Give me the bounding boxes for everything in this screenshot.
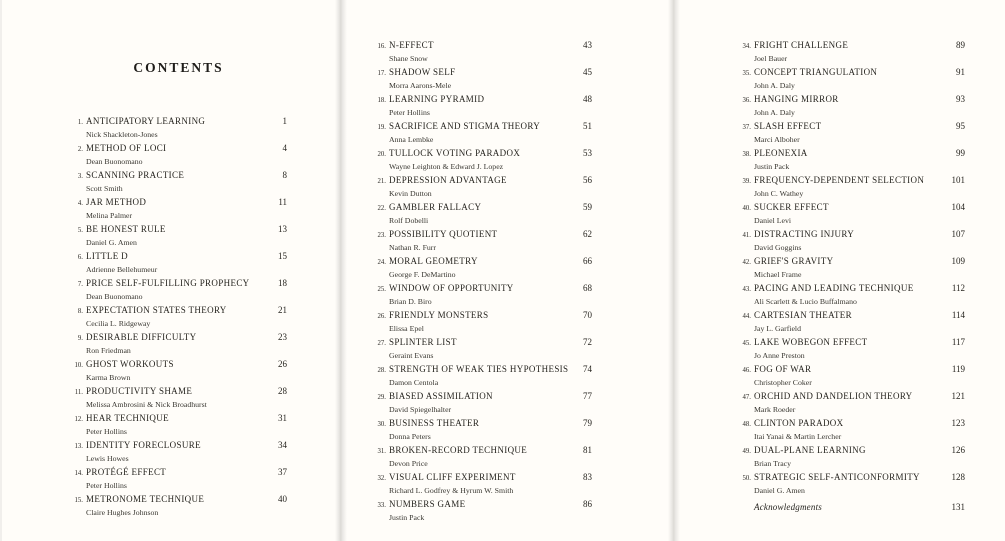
toc-entry[interactable] <box>373 283 592 306</box>
toc-entry[interactable] <box>373 67 592 90</box>
toc-entry[interactable] <box>70 332 287 355</box>
chapter-author: Damon Centola <box>389 378 439 387</box>
toc-list-left <box>70 116 287 517</box>
chapter-page-number: 101 <box>951 175 965 185</box>
toc-entry[interactable] <box>738 364 965 387</box>
chapter-author: Lewis Howes <box>86 454 129 463</box>
toc-entry[interactable] <box>70 224 287 247</box>
chapter-page-number: 37 <box>278 467 287 477</box>
chapter-number: 31. <box>377 448 386 455</box>
chapter-page-number: 8 <box>282 170 287 180</box>
chapter-title: FRIENDLY MONSTERS <box>389 310 489 320</box>
chapter-author: Karma Brown <box>86 373 131 382</box>
toc-entry[interactable] <box>70 359 287 382</box>
toc-list-right <box>738 40 965 495</box>
chapter-author: Rolf Dobelli <box>389 216 429 225</box>
chapter-author: Richard L. Godfrey & Hyrum W. Smith <box>389 486 514 495</box>
chapter-number: 1. <box>77 119 83 126</box>
chapter-title: LEARNING PYRAMID <box>389 94 485 104</box>
toc-entry[interactable] <box>373 499 592 522</box>
chapter-title: SACRIFICE AND STIGMA THEORY <box>389 121 541 131</box>
chapter-author: Daniel G. Amen <box>754 486 805 495</box>
chapter-number: 18. <box>377 97 386 104</box>
toc-entry[interactable] <box>70 251 287 274</box>
chapter-title: WINDOW OF OPPORTUNITY <box>389 283 514 293</box>
chapter-page-number: 23 <box>278 332 287 342</box>
toc-entry[interactable] <box>738 418 965 441</box>
chapter-author: Jo Anne Preston <box>754 351 805 360</box>
chapter-number: 15. <box>74 497 83 504</box>
chapter-number: 14. <box>74 470 83 477</box>
toc-entry[interactable] <box>373 148 592 171</box>
toc-entry[interactable] <box>373 229 592 252</box>
chapter-number: 2. <box>77 146 83 153</box>
chapter-number: 49. <box>742 448 751 455</box>
chapter-page-number: 15 <box>278 251 287 261</box>
chapter-page-number: 68 <box>583 283 592 293</box>
toc-entry[interactable] <box>70 305 287 328</box>
chapter-page-number: 40 <box>278 494 287 504</box>
chapter-number: 43. <box>742 286 751 293</box>
chapter-number: 12. <box>74 416 83 423</box>
chapter-number: 39. <box>742 178 751 185</box>
chapter-number: 29. <box>377 394 386 401</box>
chapter-author: Michael Frame <box>754 270 802 279</box>
acknowledgments-label: Acknowledgments <box>754 502 822 512</box>
chapter-title: PACING AND LEADING TECHNIQUE <box>754 283 914 293</box>
toc-entry[interactable] <box>70 386 287 409</box>
chapter-page-number: 104 <box>951 202 965 212</box>
chapter-title: PLEONEXIA <box>754 148 808 158</box>
acknowledgments-page-number: 131 <box>951 502 965 512</box>
toc-entry[interactable] <box>738 337 965 360</box>
chapter-page-number: 70 <box>583 310 592 320</box>
chapter-number: 13. <box>74 443 83 450</box>
chapter-title: FOG OF WAR <box>754 364 812 374</box>
chapter-number: 50. <box>742 475 751 482</box>
chapter-title: GRIEF'S GRAVITY <box>754 256 834 266</box>
chapter-number: 33. <box>377 502 386 509</box>
chapter-author: Peter Hollins <box>86 427 127 436</box>
chapter-number: 35. <box>742 70 751 77</box>
chapter-title: BUSINESS THEATER <box>389 418 480 428</box>
chapter-title: SUCKER EFFECT <box>754 202 829 212</box>
chapter-title: BROKEN-RECORD TECHNIQUE <box>389 445 528 455</box>
chapter-page-number: 31 <box>278 413 287 423</box>
chapter-title: MORAL GEOMETRY <box>389 256 478 266</box>
toc-entry[interactable] <box>738 310 965 333</box>
chapter-page-number: 89 <box>956 40 965 50</box>
chapter-number: 38. <box>742 151 751 158</box>
chapter-number: 8. <box>77 308 83 315</box>
chapter-page-number: 112 <box>951 283 965 293</box>
chapter-title: BE HONEST RULE <box>86 224 166 234</box>
chapter-author: Anna Lembke <box>389 135 434 144</box>
toc-entry[interactable] <box>738 391 965 414</box>
chapter-number: 5. <box>77 227 83 234</box>
toc-entry[interactable] <box>70 116 287 139</box>
toc-entry[interactable] <box>70 494 287 517</box>
chapter-page-number: 72 <box>583 337 592 347</box>
chapter-page-number: 93 <box>956 94 965 104</box>
chapter-number: 9. <box>77 335 83 342</box>
chapter-author: David Spiegelhalter <box>389 405 452 414</box>
chapter-title: CLINTON PARADOX <box>754 418 844 428</box>
chapter-author: Wayne Leighton & Edward J. Lopez <box>389 162 504 171</box>
chapter-author: Mark Roeder <box>754 405 796 414</box>
toc-page-right <box>680 0 1005 541</box>
chapter-author: Jay L. Garfield <box>754 324 801 333</box>
chapter-title: DEPRESSION ADVANTAGE <box>389 175 507 185</box>
chapter-number: 46. <box>742 367 751 374</box>
chapter-number: 4. <box>77 200 83 207</box>
chapter-title: BIASED ASSIMILATION <box>389 391 493 401</box>
chapter-number: 32. <box>377 475 386 482</box>
chapter-number: 27. <box>377 340 386 347</box>
toc-entry[interactable] <box>373 310 592 333</box>
chapter-author: Nick Shackleton-Jones <box>86 130 158 139</box>
chapter-page-number: 95 <box>956 121 965 131</box>
chapter-number: 34. <box>742 43 751 50</box>
chapter-author: John A. Daly <box>754 81 795 90</box>
toc-entry[interactable] <box>373 202 592 225</box>
chapter-page-number: 45 <box>583 67 592 77</box>
chapter-title: TULLOCK VOTING PARADOX <box>389 148 521 158</box>
chapter-page-number: 56 <box>583 175 592 185</box>
toc-entry[interactable] <box>738 121 965 144</box>
chapter-title: CONCEPT TRIANGULATION <box>754 67 878 77</box>
page-gutter <box>668 0 680 541</box>
chapter-title: PROTÉGÉ EFFECT <box>86 467 167 477</box>
toc-entry[interactable] <box>373 391 592 414</box>
page-gutter <box>335 0 347 541</box>
chapter-page-number: 43 <box>583 40 592 50</box>
chapter-number: 44. <box>742 313 751 320</box>
acknowledgments-entry[interactable] <box>738 502 965 513</box>
chapter-page-number: 13 <box>278 224 287 234</box>
chapter-author: Shane Snow <box>389 54 428 63</box>
toc-entry[interactable] <box>738 472 965 495</box>
chapter-author: Claire Hughes Johnson <box>86 508 159 517</box>
chapter-number: 40. <box>742 205 751 212</box>
chapter-page-number: 107 <box>951 229 965 239</box>
chapter-page-number: 1 <box>282 116 287 126</box>
toc-entry[interactable] <box>373 256 592 279</box>
chapter-author: Daniel Levi <box>754 216 792 225</box>
toc-entry[interactable] <box>738 445 965 468</box>
toc-entry[interactable] <box>738 202 965 225</box>
chapter-page-number: 34 <box>278 440 287 450</box>
chapter-title: FREQUENCY-DEPENDENT SELECTION <box>754 175 925 185</box>
toc-entry[interactable] <box>738 67 965 90</box>
chapter-author: Peter Hollins <box>86 481 127 490</box>
chapter-page-number: 81 <box>583 445 592 455</box>
chapter-page-number: 119 <box>951 364 965 374</box>
toc-entry[interactable] <box>70 197 287 220</box>
chapter-number: 26. <box>377 313 386 320</box>
toc-page-left <box>2 0 335 541</box>
chapter-number: 7. <box>77 281 83 288</box>
chapter-title: SLASH EFFECT <box>754 121 822 131</box>
chapter-number: 28. <box>377 367 386 374</box>
toc-entry[interactable] <box>70 440 287 463</box>
chapter-number: 11. <box>74 389 83 396</box>
chapter-page-number: 91 <box>956 67 965 77</box>
toc-entry[interactable] <box>70 278 287 301</box>
chapter-page-number: 114 <box>951 310 965 320</box>
chapter-title: LITTLE D <box>86 251 129 261</box>
chapter-author: Itai Yanai & Martin Lercher <box>754 432 842 441</box>
chapter-title: DISTRACTING INJURY <box>754 229 855 239</box>
chapter-page-number: 59 <box>583 202 592 212</box>
toc-entry[interactable] <box>373 121 592 144</box>
toc-page-middle <box>347 0 668 541</box>
chapter-page-number: 86 <box>583 499 592 509</box>
chapter-page-number: 66 <box>583 256 592 266</box>
chapter-title: PRICE SELF-FULFILLING PROPHECY <box>86 278 250 288</box>
chapter-author: Devon Price <box>389 459 428 468</box>
toc-entry[interactable] <box>373 40 592 63</box>
chapter-author: Scott Smith <box>86 184 123 193</box>
toc-entry[interactable] <box>70 413 287 436</box>
chapter-number: 19. <box>377 124 386 131</box>
chapter-author: Brian D. Biro <box>389 297 432 306</box>
chapter-number: 36. <box>742 97 751 104</box>
chapter-author: Cecilia L. Ridgeway <box>86 319 151 328</box>
chapter-title: POSSIBILITY QUOTIENT <box>389 229 498 239</box>
chapter-page-number: 4 <box>282 143 287 153</box>
chapter-title: ANTICIPATORY LEARNING <box>86 116 206 126</box>
chapter-author: John C. Wathey <box>754 189 804 198</box>
chapter-page-number: 18 <box>278 278 287 288</box>
chapter-author: John A. Daly <box>754 108 795 117</box>
chapter-page-number: 26 <box>278 359 287 369</box>
chapter-number: 45. <box>742 340 751 347</box>
chapter-title: ORCHID AND DANDELION THEORY <box>754 391 913 401</box>
toc-entry[interactable] <box>373 337 592 360</box>
chapter-title: DUAL-PLANE LEARNING <box>754 445 866 455</box>
chapter-page-number: 51 <box>583 121 592 131</box>
chapter-page-number: 77 <box>583 391 592 401</box>
chapter-title: IDENTITY FORECLOSURE <box>86 440 201 450</box>
chapter-author: David Goggins <box>754 243 802 252</box>
toc-entry[interactable] <box>738 148 965 171</box>
chapter-page-number: 11 <box>278 197 287 207</box>
toc-entry[interactable] <box>373 445 592 468</box>
toc-entry[interactable] <box>738 94 965 117</box>
toc-entry[interactable] <box>738 40 965 63</box>
chapter-author: Geraint Evans <box>389 351 434 360</box>
chapter-author: Nathan R. Furr <box>389 243 436 252</box>
chapter-page-number: 126 <box>951 445 965 455</box>
chapter-author: Justin Pack <box>754 162 790 171</box>
chapter-title: METRONOME TECHNIQUE <box>86 494 205 504</box>
chapter-author: Daniel G. Amen <box>86 238 137 247</box>
chapter-number: 3. <box>77 173 83 180</box>
chapter-title: METHOD OF LOCI <box>86 143 167 153</box>
chapter-page-number: 99 <box>956 148 965 158</box>
chapter-number: 22. <box>377 205 386 212</box>
chapter-author: George F. DeMartino <box>389 270 456 279</box>
chapter-author: Ron Friedman <box>86 346 131 355</box>
chapter-page-number: 79 <box>583 418 592 428</box>
chapter-title: SHADOW SELF <box>389 67 456 77</box>
chapter-number: 23. <box>377 232 386 239</box>
chapter-page-number: 74 <box>583 364 592 374</box>
chapter-title: N-EFFECT <box>389 40 434 50</box>
chapter-author: Elissa Epel <box>389 324 424 333</box>
contents-heading: CONTENTS <box>133 60 224 75</box>
chapter-author: Melissa Ambrosini & Nick Broadhurst <box>86 400 207 409</box>
toc-entry[interactable] <box>373 175 592 198</box>
toc-entry[interactable] <box>70 170 287 193</box>
chapter-page-number: 21 <box>278 305 287 315</box>
toc-entry[interactable] <box>70 467 287 490</box>
chapter-title: SCANNING PRACTICE <box>86 170 185 180</box>
chapter-author: Christopher Coker <box>754 378 812 387</box>
toc-entry[interactable] <box>738 283 965 306</box>
toc-list-middle <box>373 40 592 522</box>
toc-entry[interactable] <box>373 472 592 495</box>
toc-entry[interactable] <box>738 175 965 198</box>
chapter-number: 37. <box>742 124 751 131</box>
chapter-page-number: 62 <box>583 229 592 239</box>
chapter-title: STRENGTH OF WEAK TIES HYPOTHESIS <box>389 364 569 374</box>
chapter-title: EXPECTATION STATES THEORY <box>86 305 227 315</box>
chapter-number: 20. <box>377 151 386 158</box>
chapter-author: Joel Bauer <box>754 54 788 63</box>
chapter-title: SPLINTER LIST <box>389 337 457 347</box>
chapter-author: Ali Scarlett & Lucio Buffalmano <box>754 297 857 306</box>
chapter-author: Dean Buonomano <box>86 292 143 301</box>
chapter-author: Marci Alboher <box>754 135 800 144</box>
chapter-number: 17. <box>377 70 386 77</box>
chapter-title: HANGING MIRROR <box>754 94 839 104</box>
chapter-number: 16. <box>377 43 386 50</box>
chapter-title: HEAR TECHNIQUE <box>86 413 169 423</box>
toc-entry[interactable] <box>738 256 965 279</box>
toc-entry[interactable] <box>373 364 592 387</box>
chapter-author: Kevin Dutton <box>389 189 432 198</box>
chapter-author: Donna Peters <box>389 432 431 441</box>
chapter-title: GHOST WORKOUTS <box>86 359 174 369</box>
chapter-page-number: 123 <box>951 418 965 428</box>
chapter-number: 21. <box>377 178 386 185</box>
chapter-title: STRATEGIC SELF-ANTICONFORMITY <box>754 472 920 482</box>
chapter-title: JAR METHOD <box>86 197 147 207</box>
chapter-number: 42. <box>742 259 751 266</box>
chapter-title: NUMBERS GAME <box>389 499 466 509</box>
chapter-page-number: 48 <box>583 94 592 104</box>
chapter-author: Peter Hollins <box>389 108 430 117</box>
toc-entry[interactable] <box>70 143 287 166</box>
chapter-author: Morra Aarons-Mele <box>389 81 452 90</box>
chapter-page-number: 83 <box>583 472 592 482</box>
chapter-page-number: 28 <box>278 386 287 396</box>
chapter-author: Adrienne Bellehumeur <box>86 265 158 274</box>
toc-entry[interactable] <box>373 418 592 441</box>
toc-entry[interactable] <box>738 229 965 252</box>
chapter-number: 25. <box>377 286 386 293</box>
chapter-number: 47. <box>742 394 751 401</box>
chapter-number: 41. <box>742 232 751 239</box>
chapter-page-number: 117 <box>951 337 965 347</box>
chapter-number: 30. <box>377 421 386 428</box>
chapter-page-number: 128 <box>951 472 965 482</box>
chapter-title: CARTESIAN THEATER <box>754 310 852 320</box>
chapter-number: 48. <box>742 421 751 428</box>
chapter-page-number: 121 <box>951 391 965 401</box>
chapter-page-number: 53 <box>583 148 592 158</box>
chapter-title: LAKE WOBEGON EFFECT <box>754 337 868 347</box>
chapter-title: DESIRABLE DIFFICULTY <box>86 332 197 342</box>
toc-entry[interactable] <box>373 94 592 117</box>
chapter-number: 6. <box>77 254 83 261</box>
chapter-author: Brian Tracy <box>754 459 792 468</box>
chapter-author: Justin Pack <box>389 513 425 522</box>
chapter-title: FRIGHT CHALLENGE <box>754 40 849 50</box>
chapter-number: 10. <box>74 362 83 369</box>
chapter-title: PRODUCTIVITY SHAME <box>86 386 193 396</box>
chapter-author: Dean Buonomano <box>86 157 143 166</box>
chapter-number: 24. <box>377 259 386 266</box>
chapter-page-number: 109 <box>951 256 965 266</box>
chapter-title: VISUAL CLIFF EXPERIMENT <box>389 472 516 482</box>
chapter-title: GAMBLER FALLACY <box>389 202 482 212</box>
chapter-author: Melina Palmer <box>86 211 133 220</box>
